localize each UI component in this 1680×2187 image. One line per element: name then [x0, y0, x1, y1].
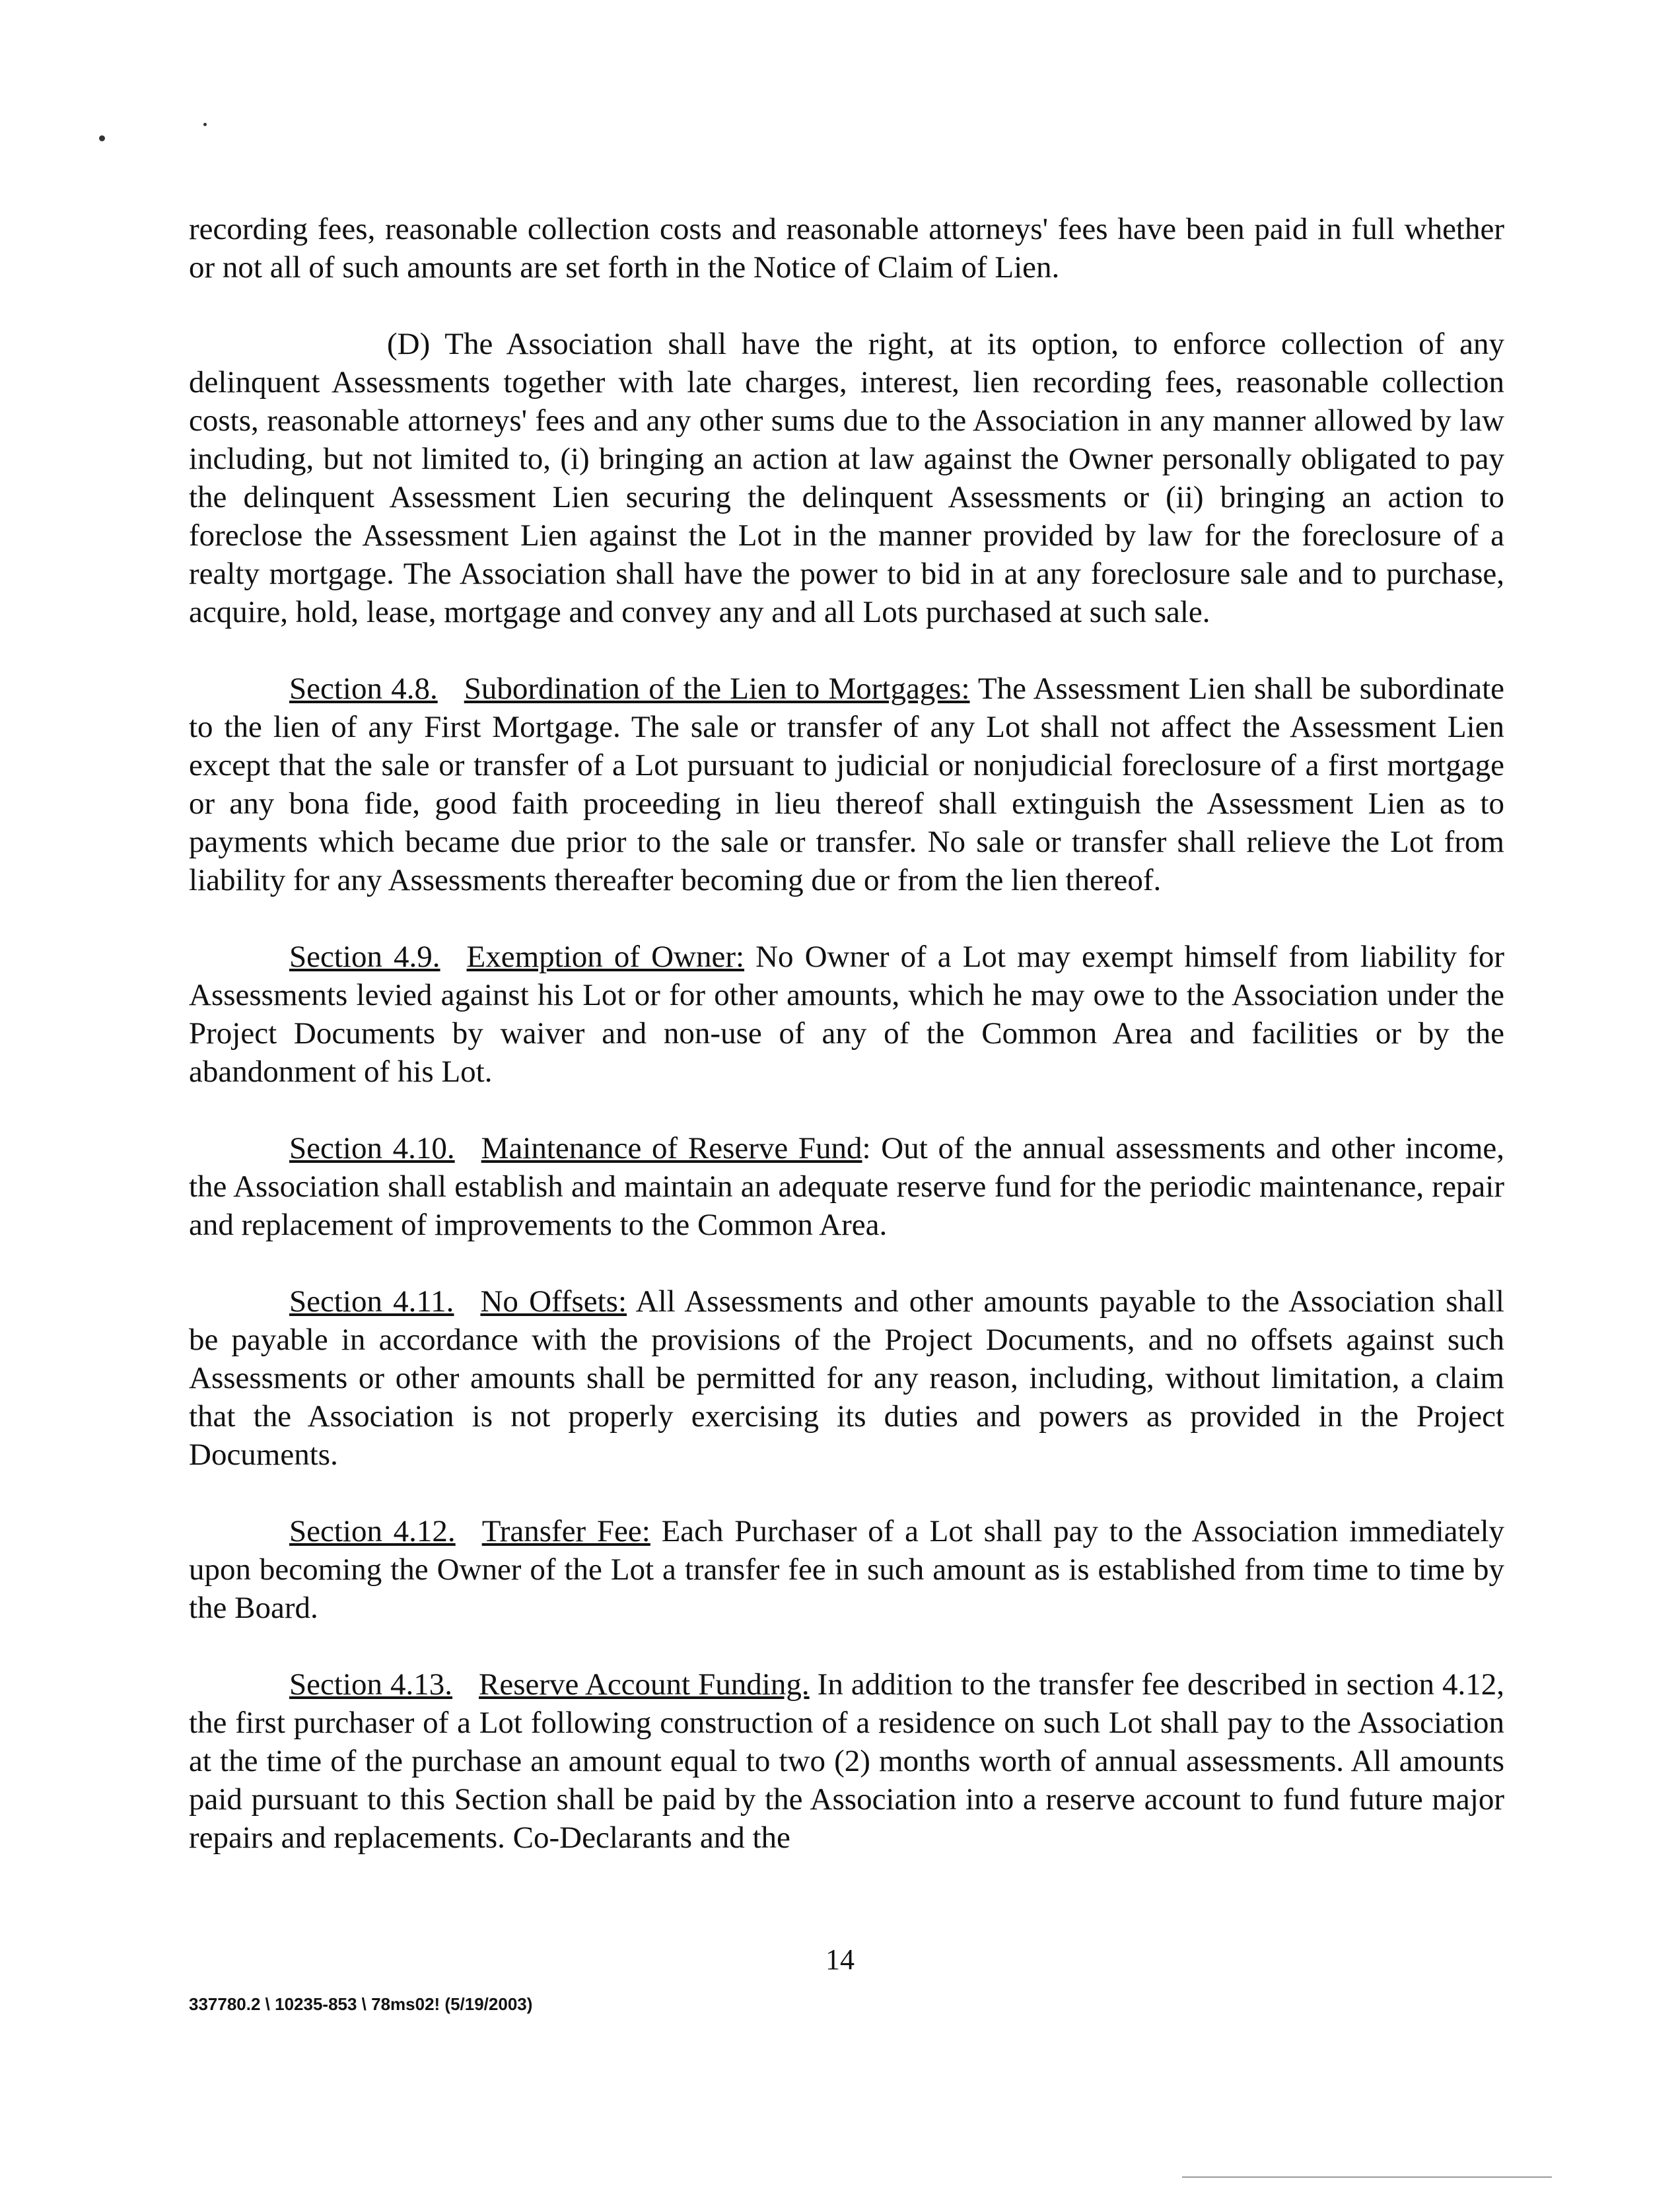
scan-speck — [203, 123, 207, 126]
section-title: No Offsets: — [480, 1284, 627, 1319]
section-title: Transfer Fee: — [481, 1514, 650, 1548]
scan-speck — [99, 135, 105, 141]
continuation-paragraph: recording fees, reasonable collection costs and reasonable attorneys' fees have been paid in full whether or not all of such amounts are set forth in the Notice of Claim of Lien. — [189, 212, 1504, 285]
section-number: Section 4.8. — [289, 672, 438, 706]
subsection-d-paragraph: (D) The Association shall have the right, at its option, to enforce collection of any delinquent Assessments together with late charges, interest, lien recording fees, reasonable collection costs, reasonable attorneys' fees and any other sums due to the Association in any manner allowed by law including, but not limited to, (i) bringing an action at law against the Owner personally obligated to pay the delinquent Assessment Lien securing the delinquent Assessments or (ii) bringing an action to foreclose the Assessment Lien against the Lot in the manner provided by law for the foreclosure of a realty mortgage. The Association shall have the power to bid in at any foreclosure sale and to purchase, acquire, hold, lease, mortgage and convey any and all Lots purchased at such sale. — [189, 327, 1504, 629]
section-title: Exemption of Owner: — [466, 940, 745, 974]
section-body: : Out of the annual assessments and other income, the Association shall establish and maintain an adequate reserve fund for the periodic maintenance, repair and replacement of improvements to the Common Area. — [189, 1131, 1504, 1242]
section-4-12 — [189, 1512, 1504, 1627]
section-number: Section 4.12. — [289, 1514, 456, 1548]
section-body: In addition to the transfer fee described in section 4.12, the first purchaser of a Lot following construction of a residence on such Lot shall pay to the Association at the time of the purchase an amount equal to two (2) months worth of annual assessments. All amounts paid pursuant to this Section shall be paid by the Association into a reserve account to fund future major repairs and replacements. Co-Declarants and the — [189, 1667, 1504, 1855]
section-title: Maintenance of Reserve Fund — [481, 1131, 862, 1165]
section-body: All Assessments and other amounts payable to the Association shall be payable in accordance with the provisions of the Project Documents, and no offsets against such Assessments or other amounts shall be permitted for any reason, including, without limitation, a claim that the Association is not properly exercising its duties and powers as provided in the Project Documents. — [189, 1284, 1504, 1472]
section-number: Section 4.10. — [289, 1131, 455, 1165]
section-4-8 — [189, 670, 1504, 899]
section-title: Reserve Account Funding. — [479, 1667, 810, 1702]
section-number: Section 4.13. — [289, 1667, 453, 1702]
section-4-9 — [189, 938, 1504, 1091]
section-body: No Owner of a Lot may exempt himself from liability for Assessments levied against his Lot or for other amounts, which he may owe to the Association under the Project Documents by waiver and non-use of any of the Common Area and facilities or by the abandonment of his Lot. — [189, 940, 1504, 1089]
section-4-13 — [189, 1665, 1504, 1857]
section-body: The Assessment Lien shall be subordinate to the lien of any First Mortgage. The sale or transfer of any Lot shall not affect the Assessment Lien except that the sale or transfer of a Lot pursuant to judicial or nonjudicial foreclosure of a first mortgage or any bona fide, good faith proceeding in lieu thereof shall extinguish the Assessment Lien as to payments which became due prior to the sale or transfer. No sale or transfer shall relieve the Lot from liability for any Assessments thereafter becoming due or from the lien thereof. — [189, 672, 1505, 897]
section-number: Section 4.9. — [289, 940, 440, 974]
document-id: 337780.2 \ 10235-853 \ 78ms02! (5/19/2003) — [189, 1994, 533, 2014]
section-4-10 — [189, 1129, 1504, 1244]
section-number: Section 4.11. — [289, 1284, 454, 1319]
page-number: 14 — [825, 1943, 855, 1976]
section-4-11 — [189, 1282, 1504, 1474]
section-body: Each Purchaser of a Lot shall pay to the Association immediately upon becoming the Owner of the Lot a transfer fee in such amount as is established from time to time by the Board. — [189, 1514, 1505, 1625]
document-body — [189, 210, 1504, 1895]
scan-edge-line — [1182, 2176, 1552, 2178]
section-title: Subordination of the Lien to Mortgages: — [464, 672, 970, 706]
